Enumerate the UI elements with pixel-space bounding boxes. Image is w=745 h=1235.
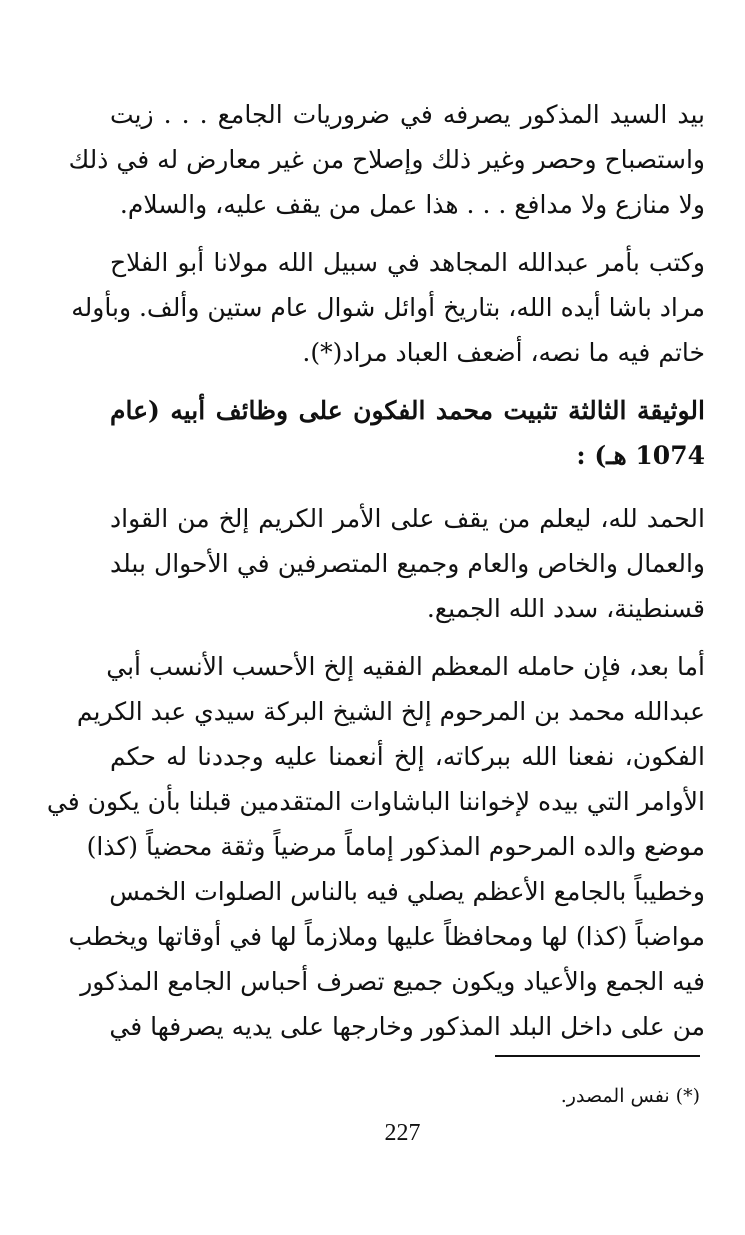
heading-line: 1074 هـ) : bbox=[576, 441, 705, 470]
text-line: الفكون، نفعنا الله ببركاته، إلخ أنعمنا عليه وجددنا له حكم bbox=[110, 742, 705, 771]
text-line: الحمد لله، ليعلم من يقف على الأمر الكريم إلخ من القواد bbox=[110, 504, 705, 533]
text-line: عبدالله محمد بن المرحوم إلخ الشيخ البركة سيدي عبد الكريم bbox=[76, 697, 705, 726]
text-line: الأوامر التي بيده لإخواننا الباشاوات المتقدمين قبلنا بأن يكون في bbox=[46, 787, 705, 816]
text-line: وخطيباً بالجامع الأعظم يصلي فيه بالناس الصلوات الخمس bbox=[109, 877, 705, 906]
footnote-divider bbox=[495, 1055, 700, 1057]
paragraph-3 bbox=[110, 496, 705, 631]
text-line: وكتب بأمر عبدالله المجاهد في سبيل الله مولانا أبو الفلاح bbox=[110, 248, 705, 277]
paragraph-2 bbox=[71, 240, 705, 375]
paragraph-4 bbox=[46, 644, 705, 1049]
text-line: مراد باشا أيده الله، بتاريخ أوائل شوال عام ستين وألف. وبأوله bbox=[71, 293, 705, 322]
text-line: ولا منازع ولا مدافع . . . هذا عمل من يقف عليه، والسلام. bbox=[119, 190, 705, 219]
text-line: واستصباح وحصر وغير ذلك وإصلاح من غير معارض له في ذلك bbox=[68, 145, 705, 174]
footnote: (*) نفس المصدر. bbox=[560, 1085, 700, 1107]
text-line: بيد السيد المذكور يصرفه في ضروريات الجامع . . . زيت bbox=[110, 100, 705, 129]
text-line: قسنطينة، سدد الله الجميع. bbox=[426, 594, 705, 623]
section-heading bbox=[110, 388, 705, 478]
text-line: خاتم فيه ما نصه، أضعف العباد مراد(*). bbox=[302, 338, 705, 367]
heading-line: الوثيقة الثالثة تثبيت محمد الفكون على وظائف أبيه (عام bbox=[110, 396, 705, 425]
text-line: والعمال والخاص والعام وجميع المتصرفين في الأحوال ببلد bbox=[110, 549, 705, 578]
page-body bbox=[46, 92, 705, 1062]
paragraph-1 bbox=[68, 92, 705, 227]
text-line: أما بعد، فإن حامله المعظم الفقيه إلخ الأحسب الأنسب أبي bbox=[106, 652, 705, 681]
page-number: 227 bbox=[384, 1120, 421, 1146]
text-line: مواضباً (كذا) لها ومحافظاً عليها وملازماً لها في أوقاتها ويخطب bbox=[68, 922, 705, 951]
text-line: موضع والده المرحوم المذكور إماماً مرضياً وثقة محضياً (كذا) bbox=[86, 832, 705, 861]
text-line: من على داخل البلد المذكور وخارجها على يديه يصرفها في bbox=[109, 1012, 705, 1041]
text-line: فيه الجمع والأعياد ويكون جميع تصرف أحباس الجامع المذكور bbox=[80, 967, 705, 996]
